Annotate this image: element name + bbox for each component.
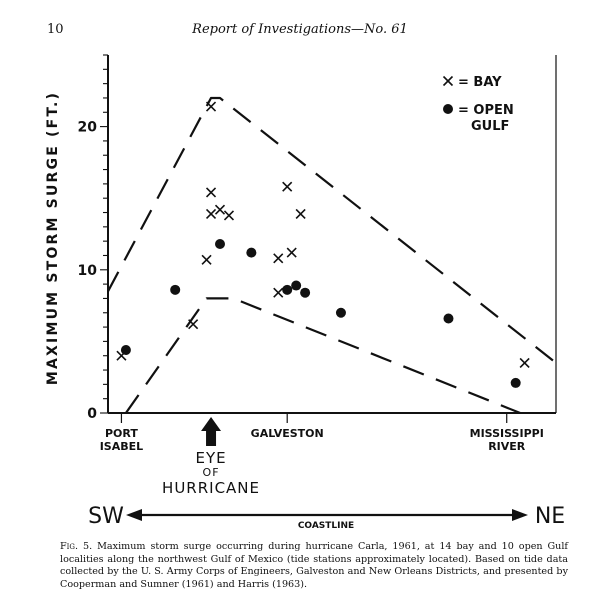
bay-point: [216, 205, 225, 214]
bay-point: [296, 209, 305, 218]
bay-point: [207, 209, 216, 218]
eye-label: HURRICANE: [162, 479, 261, 497]
legend-bay-marker: [444, 77, 453, 86]
open-gulf-point: [336, 308, 346, 318]
bay-point: [274, 288, 283, 297]
bay-point: [283, 182, 292, 191]
bay-point: [189, 320, 198, 329]
direction-arrow: [88, 504, 565, 531]
page-number: 10: [47, 22, 64, 37]
open-gulf-point: [215, 239, 225, 249]
legend-label: = BAY: [458, 75, 502, 90]
location-label: GALVESTON: [250, 427, 324, 440]
direction-center-label: COASTLINE: [297, 521, 355, 531]
eye-arrow-icon: [201, 417, 221, 446]
bay-point: [207, 188, 216, 197]
direction-left-label: SW: [88, 504, 124, 529]
bay-point: [520, 358, 529, 367]
envelope-curve: [126, 298, 520, 413]
arrow-right-icon: [512, 509, 528, 521]
open-gulf-point: [121, 345, 131, 355]
open-gulf-point: [246, 248, 256, 258]
open-gulf-point: [291, 281, 301, 291]
chart-legend: [443, 75, 514, 134]
running-head: Report of Investigations—No. 61: [192, 22, 408, 37]
location-label: MISSISSIPPI: [469, 427, 544, 440]
envelope-curve: [108, 98, 556, 363]
open-gulf-point: [511, 378, 521, 388]
caption-text: Maximum storm surge occurring during hurricane Carla, 1961, at 14 bay and 10 open Gulf localities along the northwest Gulf of Mexico (tide stations approximately located). Based on tide data collected by the U. S. Army Corps of Engineers, Galveston and New Orleans Districts, and presented by Cooperman and Sumner (1961) and Harris (1963).: [60, 541, 568, 590]
location-label: PORT: [104, 427, 138, 440]
data-points: [117, 102, 529, 388]
caption-label: Fig. 5.: [60, 541, 93, 552]
open-gulf-point: [300, 288, 310, 298]
location-label: ISABEL: [99, 440, 144, 453]
y-tick-label: 20: [77, 119, 97, 136]
bay-point: [202, 255, 211, 264]
bay-point: [274, 254, 283, 263]
legend-gulf-marker: [443, 104, 453, 114]
y-tick-label: 10: [77, 262, 97, 279]
direction-right-label: NE: [534, 504, 566, 529]
open-gulf-point: [443, 313, 453, 323]
legend-label: = OPEN: [458, 103, 514, 118]
y-axis-label: MAXIMUM STORM SURGE (FT.): [45, 90, 61, 386]
bay-point: [287, 248, 296, 257]
bay-point: [207, 102, 216, 111]
arrow-left-icon: [126, 509, 142, 521]
eye-label: OF: [202, 466, 220, 479]
open-gulf-point: [170, 285, 180, 295]
location-labels: [100, 413, 544, 497]
figure-caption: [60, 541, 568, 591]
location-label: RIVER: [488, 440, 526, 453]
envelope-curves: [108, 98, 556, 413]
bay-point: [224, 211, 233, 220]
y-tick-label: 0: [87, 406, 97, 422]
eye-label: EYE: [195, 449, 227, 467]
open-gulf-point: [282, 285, 292, 295]
legend-label: GULF: [471, 119, 510, 134]
